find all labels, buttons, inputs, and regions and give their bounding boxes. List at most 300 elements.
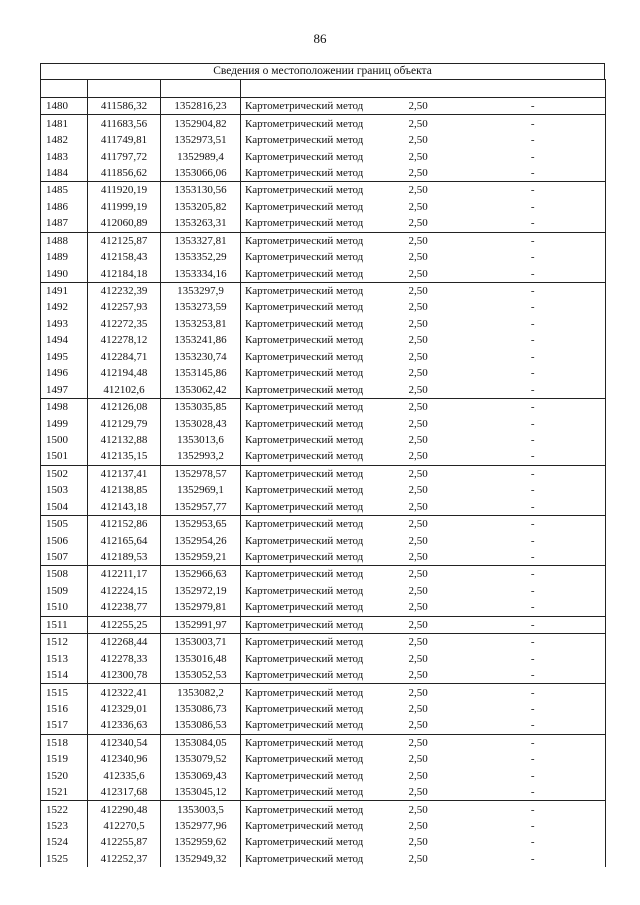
x-coordinate-cell: 412189,53 bbox=[88, 549, 161, 566]
y-coordinate-cell: 1353066,06 bbox=[161, 165, 241, 182]
y-coordinate-cell: 1352966,63 bbox=[161, 566, 241, 583]
point-number-cell: 1484 bbox=[41, 165, 88, 182]
x-coordinate-cell: 412102,6 bbox=[88, 381, 161, 398]
point-number-cell: 1525 bbox=[41, 851, 88, 867]
y-coordinate-cell: 1352816,23 bbox=[161, 98, 241, 115]
coordinates-table bbox=[40, 79, 606, 867]
table-row bbox=[41, 583, 606, 599]
x-coordinate-cell: 412272,35 bbox=[88, 316, 161, 332]
method-cell: Картометрический метод bbox=[245, 301, 364, 314]
description-cell: - bbox=[461, 684, 606, 701]
table-row bbox=[41, 415, 606, 431]
table-row bbox=[41, 349, 606, 365]
description-cell: - bbox=[461, 768, 606, 784]
description-cell: - bbox=[461, 566, 606, 583]
table-row bbox=[41, 650, 606, 666]
x-coordinate-cell: 411856,62 bbox=[88, 165, 161, 182]
point-number-cell: 1491 bbox=[41, 282, 88, 299]
description-cell: - bbox=[461, 599, 606, 616]
method-cell: Картометрический метод bbox=[245, 652, 364, 665]
description-cell: - bbox=[461, 650, 606, 666]
method-cell: Картометрический метод bbox=[241, 566, 391, 583]
y-coordinate-cell: 1353035,85 bbox=[161, 398, 241, 415]
table-row bbox=[41, 532, 606, 548]
table-row bbox=[41, 282, 606, 299]
x-coordinate-cell: 412211,17 bbox=[88, 566, 161, 583]
y-coordinate-cell: 1353028,43 bbox=[161, 415, 241, 431]
accuracy-cell: 2,50 bbox=[408, 719, 428, 732]
point-number-cell: 1500 bbox=[41, 432, 88, 448]
method-cell: Картометрический метод bbox=[245, 820, 364, 833]
table-row bbox=[41, 182, 606, 199]
method-cell: Картометрический метод bbox=[241, 801, 391, 818]
description-cell: - bbox=[461, 448, 606, 465]
point-number-cell: 1514 bbox=[41, 667, 88, 684]
y-coordinate-cell: 1353082,2 bbox=[161, 684, 241, 701]
accuracy-cell: 2,50 bbox=[408, 669, 428, 682]
accuracy-cell: 2,50 bbox=[408, 500, 428, 513]
y-coordinate-cell: 1353086,73 bbox=[161, 701, 241, 717]
table-row bbox=[41, 381, 606, 398]
y-coordinate-cell: 1353045,12 bbox=[161, 784, 241, 801]
point-number-cell: 1504 bbox=[41, 499, 88, 516]
y-coordinate-cell: 1353003,71 bbox=[161, 634, 241, 651]
accuracy-cell: 2,50 bbox=[391, 98, 461, 115]
y-coordinate-cell: 1352949,32 bbox=[161, 851, 241, 867]
point-number-cell: 1494 bbox=[41, 332, 88, 348]
accuracy-cell: 2,50 bbox=[408, 433, 428, 446]
x-coordinate-cell: 412060,89 bbox=[88, 215, 161, 232]
accuracy-cell: 2,50 bbox=[408, 134, 428, 147]
accuracy-cell: 2,50 bbox=[408, 383, 428, 396]
method-cell: Картометрический метод bbox=[241, 398, 391, 415]
x-coordinate-cell: 412224,15 bbox=[88, 583, 161, 599]
point-number-cell: 1521 bbox=[41, 784, 88, 801]
point-number-cell: 1503 bbox=[41, 482, 88, 498]
coordinates-sheet bbox=[40, 63, 605, 867]
table-row bbox=[41, 801, 606, 818]
point-number-cell: 1509 bbox=[41, 583, 88, 599]
method-cell: Картометрический метод bbox=[241, 465, 391, 482]
x-coordinate-cell: 412125,87 bbox=[88, 232, 161, 249]
y-coordinate-cell: 1352953,65 bbox=[161, 515, 241, 532]
table-row bbox=[41, 734, 606, 751]
method-cell: Картометрический метод bbox=[241, 616, 391, 633]
table-row bbox=[41, 115, 606, 132]
accuracy-cell: 2,50 bbox=[408, 334, 428, 347]
y-coordinate-cell: 1353327,81 bbox=[161, 232, 241, 249]
method-cell: Картометрический метод bbox=[245, 251, 364, 264]
x-coordinate-cell: 412152,86 bbox=[88, 515, 161, 532]
method-cell: Картометрический метод bbox=[241, 115, 391, 132]
x-coordinate-cell: 411586,32 bbox=[88, 98, 161, 115]
accuracy-cell: 2,50 bbox=[408, 317, 428, 330]
table-row bbox=[41, 818, 606, 834]
table-row bbox=[41, 834, 606, 850]
point-number-cell: 1519 bbox=[41, 751, 88, 767]
y-coordinate-cell: 1352977,96 bbox=[161, 818, 241, 834]
accuracy-cell: 2,50 bbox=[391, 634, 461, 651]
accuracy-cell: 2,50 bbox=[408, 534, 428, 547]
description-cell: - bbox=[461, 583, 606, 599]
table-row bbox=[41, 332, 606, 348]
description-cell: - bbox=[461, 549, 606, 566]
method-cell: Картометрический метод bbox=[241, 515, 391, 532]
y-coordinate-cell: 1352957,77 bbox=[161, 499, 241, 516]
accuracy-cell: 2,50 bbox=[408, 417, 428, 430]
x-coordinate-cell: 412290,48 bbox=[88, 801, 161, 818]
point-number-cell: 1501 bbox=[41, 448, 88, 465]
y-coordinate-cell: 1352973,51 bbox=[161, 132, 241, 148]
description-cell: - bbox=[461, 215, 606, 232]
x-coordinate-cell: 412126,08 bbox=[88, 398, 161, 415]
table-row bbox=[41, 249, 606, 265]
accuracy-cell: 2,50 bbox=[408, 652, 428, 665]
x-coordinate-cell: 411797,72 bbox=[88, 148, 161, 164]
description-cell: - bbox=[461, 249, 606, 265]
accuracy-cell: 2,50 bbox=[408, 267, 428, 280]
point-number-cell: 1495 bbox=[41, 349, 88, 365]
method-cell: Картометрический метод bbox=[245, 852, 364, 865]
table-row bbox=[41, 566, 606, 583]
point-number-cell: 1512 bbox=[41, 634, 88, 651]
point-number-cell: 1505 bbox=[41, 515, 88, 532]
y-coordinate-cell: 1353297,9 bbox=[161, 282, 241, 299]
description-cell: - bbox=[461, 98, 606, 115]
method-cell: Картометрический метод bbox=[245, 484, 364, 497]
y-coordinate-cell: 1353086,53 bbox=[161, 717, 241, 734]
table-row bbox=[41, 215, 606, 232]
y-coordinate-cell: 1353230,74 bbox=[161, 349, 241, 365]
table-row bbox=[41, 132, 606, 148]
y-coordinate-cell: 1353003,5 bbox=[161, 801, 241, 818]
accuracy-cell: 2,50 bbox=[391, 684, 461, 701]
description-cell: - bbox=[461, 148, 606, 164]
description-cell: - bbox=[461, 634, 606, 651]
method-cell: Картометрический метод bbox=[245, 166, 364, 179]
method-cell: Картометрический метод bbox=[241, 634, 391, 651]
method-cell: Картометрический метод bbox=[245, 584, 364, 597]
table-row bbox=[41, 265, 606, 282]
y-coordinate-cell: 1353334,16 bbox=[161, 265, 241, 282]
x-coordinate-cell: 412129,79 bbox=[88, 415, 161, 431]
method-cell: Картометрический метод bbox=[241, 282, 391, 299]
accuracy-cell: 2,50 bbox=[408, 484, 428, 497]
method-cell: Картометрический метод bbox=[245, 551, 364, 564]
x-coordinate-cell: 412238,77 bbox=[88, 599, 161, 616]
point-number-cell: 1518 bbox=[41, 734, 88, 751]
y-coordinate-cell: 1353241,86 bbox=[161, 332, 241, 348]
y-coordinate-cell: 1352979,81 bbox=[161, 599, 241, 616]
description-cell: - bbox=[461, 751, 606, 767]
point-number-cell: 1486 bbox=[41, 199, 88, 215]
accuracy-cell: 2,50 bbox=[391, 566, 461, 583]
y-coordinate-cell: 1353263,31 bbox=[161, 215, 241, 232]
method-cell: Картометрический метод bbox=[245, 500, 364, 513]
x-coordinate-cell: 412255,87 bbox=[88, 834, 161, 850]
table-row bbox=[41, 599, 606, 616]
x-coordinate-cell: 412194,48 bbox=[88, 365, 161, 381]
description-cell: - bbox=[461, 398, 606, 415]
y-coordinate-cell: 1353079,52 bbox=[161, 751, 241, 767]
y-coordinate-cell: 1352972,19 bbox=[161, 583, 241, 599]
x-coordinate-cell: 412300,78 bbox=[88, 667, 161, 684]
method-cell: Картометрический метод bbox=[241, 98, 391, 115]
accuracy-cell: 2,50 bbox=[408, 200, 428, 213]
point-number-cell: 1511 bbox=[41, 616, 88, 633]
method-cell: Картометрический метод bbox=[245, 334, 364, 347]
accuracy-cell: 2,50 bbox=[408, 820, 428, 833]
y-coordinate-cell: 1352991,97 bbox=[161, 616, 241, 633]
method-cell: Картометрический метод bbox=[245, 601, 364, 614]
table-row bbox=[41, 616, 606, 633]
y-coordinate-cell: 1353052,53 bbox=[161, 667, 241, 684]
method-cell: Картометрический метод bbox=[245, 769, 364, 782]
point-number-cell: 1487 bbox=[41, 215, 88, 232]
method-cell: Картометрический метод bbox=[245, 417, 364, 430]
point-number-cell: 1482 bbox=[41, 132, 88, 148]
x-coordinate-cell: 412158,43 bbox=[88, 249, 161, 265]
y-coordinate-cell: 1353062,42 bbox=[161, 381, 241, 398]
description-cell: - bbox=[461, 332, 606, 348]
description-cell: - bbox=[461, 232, 606, 249]
description-cell: - bbox=[461, 365, 606, 381]
x-coordinate-cell: 412278,33 bbox=[88, 650, 161, 666]
y-coordinate-cell: 1353273,59 bbox=[161, 299, 241, 315]
table-row bbox=[41, 165, 606, 182]
y-coordinate-cell: 1352993,2 bbox=[161, 448, 241, 465]
x-coordinate-cell: 412252,37 bbox=[88, 851, 161, 867]
accuracy-cell: 2,50 bbox=[408, 350, 428, 363]
description-cell: - bbox=[461, 465, 606, 482]
point-number-cell: 1483 bbox=[41, 148, 88, 164]
accuracy-cell: 2,50 bbox=[408, 166, 428, 179]
y-coordinate-cell: 1353205,82 bbox=[161, 199, 241, 215]
method-cell: Картометрический метод bbox=[245, 450, 364, 463]
method-cell: Картометрический метод bbox=[245, 317, 364, 330]
description-cell: - bbox=[461, 532, 606, 548]
method-cell: Картометрический метод bbox=[245, 134, 364, 147]
x-coordinate-cell: 412143,18 bbox=[88, 499, 161, 516]
method-cell: Картометрический метод bbox=[245, 217, 364, 230]
x-coordinate-cell: 412278,12 bbox=[88, 332, 161, 348]
method-cell: Картометрический метод bbox=[245, 350, 364, 363]
point-number-cell: 1506 bbox=[41, 532, 88, 548]
x-coordinate-cell: 412232,39 bbox=[88, 282, 161, 299]
table-row bbox=[41, 398, 606, 415]
point-number-cell: 1485 bbox=[41, 182, 88, 199]
table-row bbox=[41, 717, 606, 734]
method-cell: Картометрический метод bbox=[245, 753, 364, 766]
accuracy-cell: 2,50 bbox=[391, 182, 461, 199]
y-coordinate-cell: 1352989,4 bbox=[161, 148, 241, 164]
x-coordinate-cell: 411749,81 bbox=[88, 132, 161, 148]
x-coordinate-cell: 412329,01 bbox=[88, 701, 161, 717]
point-number-cell: 1488 bbox=[41, 232, 88, 249]
x-coordinate-cell: 412340,54 bbox=[88, 734, 161, 751]
accuracy-cell: 2,50 bbox=[391, 115, 461, 132]
table-row bbox=[41, 448, 606, 465]
description-cell: - bbox=[461, 834, 606, 850]
table-caption: Сведения о местоположении границ объекта bbox=[40, 63, 605, 79]
method-cell: Картометрический метод bbox=[245, 267, 364, 280]
y-coordinate-cell: 1352969,1 bbox=[161, 482, 241, 498]
y-coordinate-cell: 1353069,43 bbox=[161, 768, 241, 784]
table-row bbox=[41, 515, 606, 532]
table-row bbox=[41, 667, 606, 684]
y-coordinate-cell: 1353253,81 bbox=[161, 316, 241, 332]
description-cell: - bbox=[461, 734, 606, 751]
x-coordinate-cell: 412132,88 bbox=[88, 432, 161, 448]
table-row bbox=[41, 98, 606, 115]
method-cell: Картометрический метод bbox=[245, 200, 364, 213]
table-row bbox=[41, 482, 606, 498]
method-cell: Картометрический метод bbox=[241, 684, 391, 701]
method-cell: Картометрический метод bbox=[245, 719, 364, 732]
point-number-cell: 1496 bbox=[41, 365, 88, 381]
accuracy-cell: 2,50 bbox=[408, 150, 428, 163]
description-cell: - bbox=[461, 165, 606, 182]
description-cell: - bbox=[461, 616, 606, 633]
method-cell: Картометрический метод bbox=[245, 702, 364, 715]
x-coordinate-cell: 412335,6 bbox=[88, 768, 161, 784]
point-number-cell: 1522 bbox=[41, 801, 88, 818]
accuracy-cell: 2,50 bbox=[408, 551, 428, 564]
description-cell: - bbox=[461, 701, 606, 717]
page-number: 86 bbox=[313, 31, 327, 46]
table-row bbox=[41, 701, 606, 717]
accuracy-cell: 2,50 bbox=[408, 786, 428, 799]
coordinates-table-body bbox=[41, 80, 606, 868]
accuracy-cell: 2,50 bbox=[408, 301, 428, 314]
x-coordinate-cell: 412165,64 bbox=[88, 532, 161, 548]
accuracy-cell: 2,50 bbox=[391, 465, 461, 482]
table-row bbox=[41, 365, 606, 381]
y-coordinate-cell: 1352978,57 bbox=[161, 465, 241, 482]
method-cell: Картометрический метод bbox=[245, 534, 364, 547]
x-coordinate-cell: 412138,85 bbox=[88, 482, 161, 498]
description-cell: - bbox=[461, 415, 606, 431]
point-number-cell: 1516 bbox=[41, 701, 88, 717]
accuracy-cell: 2,50 bbox=[391, 515, 461, 532]
table-row bbox=[41, 851, 606, 867]
x-coordinate-cell: 412137,41 bbox=[88, 465, 161, 482]
table-row bbox=[41, 148, 606, 164]
table-spacer-row bbox=[41, 80, 606, 98]
y-coordinate-cell: 1353016,48 bbox=[161, 650, 241, 666]
y-coordinate-cell: 1352959,21 bbox=[161, 549, 241, 566]
point-number-cell: 1513 bbox=[41, 650, 88, 666]
table-row bbox=[41, 634, 606, 651]
accuracy-cell: 2,50 bbox=[408, 836, 428, 849]
x-coordinate-cell: 412336,63 bbox=[88, 717, 161, 734]
method-cell: Картометрический метод bbox=[241, 182, 391, 199]
y-coordinate-cell: 1353352,29 bbox=[161, 249, 241, 265]
y-coordinate-cell: 1353145,86 bbox=[161, 365, 241, 381]
description-cell: - bbox=[461, 299, 606, 315]
description-cell: - bbox=[461, 115, 606, 132]
accuracy-cell: 2,50 bbox=[408, 769, 428, 782]
point-number-cell: 1502 bbox=[41, 465, 88, 482]
x-coordinate-cell: 412284,71 bbox=[88, 349, 161, 365]
accuracy-cell: 2,50 bbox=[408, 367, 428, 380]
accuracy-cell: 2,50 bbox=[408, 251, 428, 264]
x-coordinate-cell: 412135,15 bbox=[88, 448, 161, 465]
description-cell: - bbox=[461, 515, 606, 532]
table-row bbox=[41, 499, 606, 516]
point-number-cell: 1498 bbox=[41, 398, 88, 415]
description-cell: - bbox=[461, 851, 606, 867]
y-coordinate-cell: 1353130,56 bbox=[161, 182, 241, 199]
description-cell: - bbox=[461, 499, 606, 516]
method-cell: Картометрический метод bbox=[241, 734, 391, 751]
point-number-cell: 1510 bbox=[41, 599, 88, 616]
table-row bbox=[41, 684, 606, 701]
y-coordinate-cell: 1352959,62 bbox=[161, 834, 241, 850]
method-cell: Картометрический метод bbox=[245, 669, 364, 682]
x-coordinate-cell: 412270,5 bbox=[88, 818, 161, 834]
accuracy-cell: 2,50 bbox=[391, 282, 461, 299]
point-number-cell: 1492 bbox=[41, 299, 88, 315]
accuracy-cell: 2,50 bbox=[391, 801, 461, 818]
table-row bbox=[41, 432, 606, 448]
description-cell: - bbox=[461, 432, 606, 448]
table-row bbox=[41, 465, 606, 482]
description-cell: - bbox=[461, 132, 606, 148]
point-number-cell: 1481 bbox=[41, 115, 88, 132]
point-number-cell: 1515 bbox=[41, 684, 88, 701]
point-number-cell: 1480 bbox=[41, 98, 88, 115]
y-coordinate-cell: 1353084,05 bbox=[161, 734, 241, 751]
point-number-cell: 1489 bbox=[41, 249, 88, 265]
accuracy-cell: 2,50 bbox=[391, 616, 461, 633]
y-coordinate-cell: 1352954,26 bbox=[161, 532, 241, 548]
method-cell: Картометрический метод bbox=[241, 232, 391, 249]
method-cell: Картометрический метод bbox=[245, 433, 364, 446]
table-row bbox=[41, 751, 606, 767]
point-number-cell: 1493 bbox=[41, 316, 88, 332]
accuracy-cell: 2,50 bbox=[408, 753, 428, 766]
accuracy-cell: 2,50 bbox=[408, 702, 428, 715]
point-number-cell: 1508 bbox=[41, 566, 88, 583]
point-number-cell: 1507 bbox=[41, 549, 88, 566]
point-number-cell: 1517 bbox=[41, 717, 88, 734]
y-coordinate-cell: 1352904,82 bbox=[161, 115, 241, 132]
method-cell: Картометрический метод bbox=[245, 786, 364, 799]
x-coordinate-cell: 412317,68 bbox=[88, 784, 161, 801]
description-cell: - bbox=[461, 182, 606, 199]
accuracy-cell: 2,50 bbox=[408, 584, 428, 597]
accuracy-cell: 2,50 bbox=[391, 398, 461, 415]
method-cell: Картометрический метод bbox=[245, 383, 364, 396]
x-coordinate-cell: 412340,96 bbox=[88, 751, 161, 767]
table-row bbox=[41, 784, 606, 801]
y-coordinate-cell: 1353013,6 bbox=[161, 432, 241, 448]
point-number-cell: 1490 bbox=[41, 265, 88, 282]
method-cell: Картометрический метод bbox=[245, 836, 364, 849]
description-cell: - bbox=[461, 349, 606, 365]
description-cell: - bbox=[461, 717, 606, 734]
accuracy-cell: 2,50 bbox=[408, 852, 428, 865]
description-cell: - bbox=[461, 381, 606, 398]
description-cell: - bbox=[461, 482, 606, 498]
x-coordinate-cell: 412268,44 bbox=[88, 634, 161, 651]
description-cell: - bbox=[461, 282, 606, 299]
table-row bbox=[41, 232, 606, 249]
accuracy-cell: 2,50 bbox=[408, 450, 428, 463]
description-cell: - bbox=[461, 784, 606, 801]
x-coordinate-cell: 411920,19 bbox=[88, 182, 161, 199]
